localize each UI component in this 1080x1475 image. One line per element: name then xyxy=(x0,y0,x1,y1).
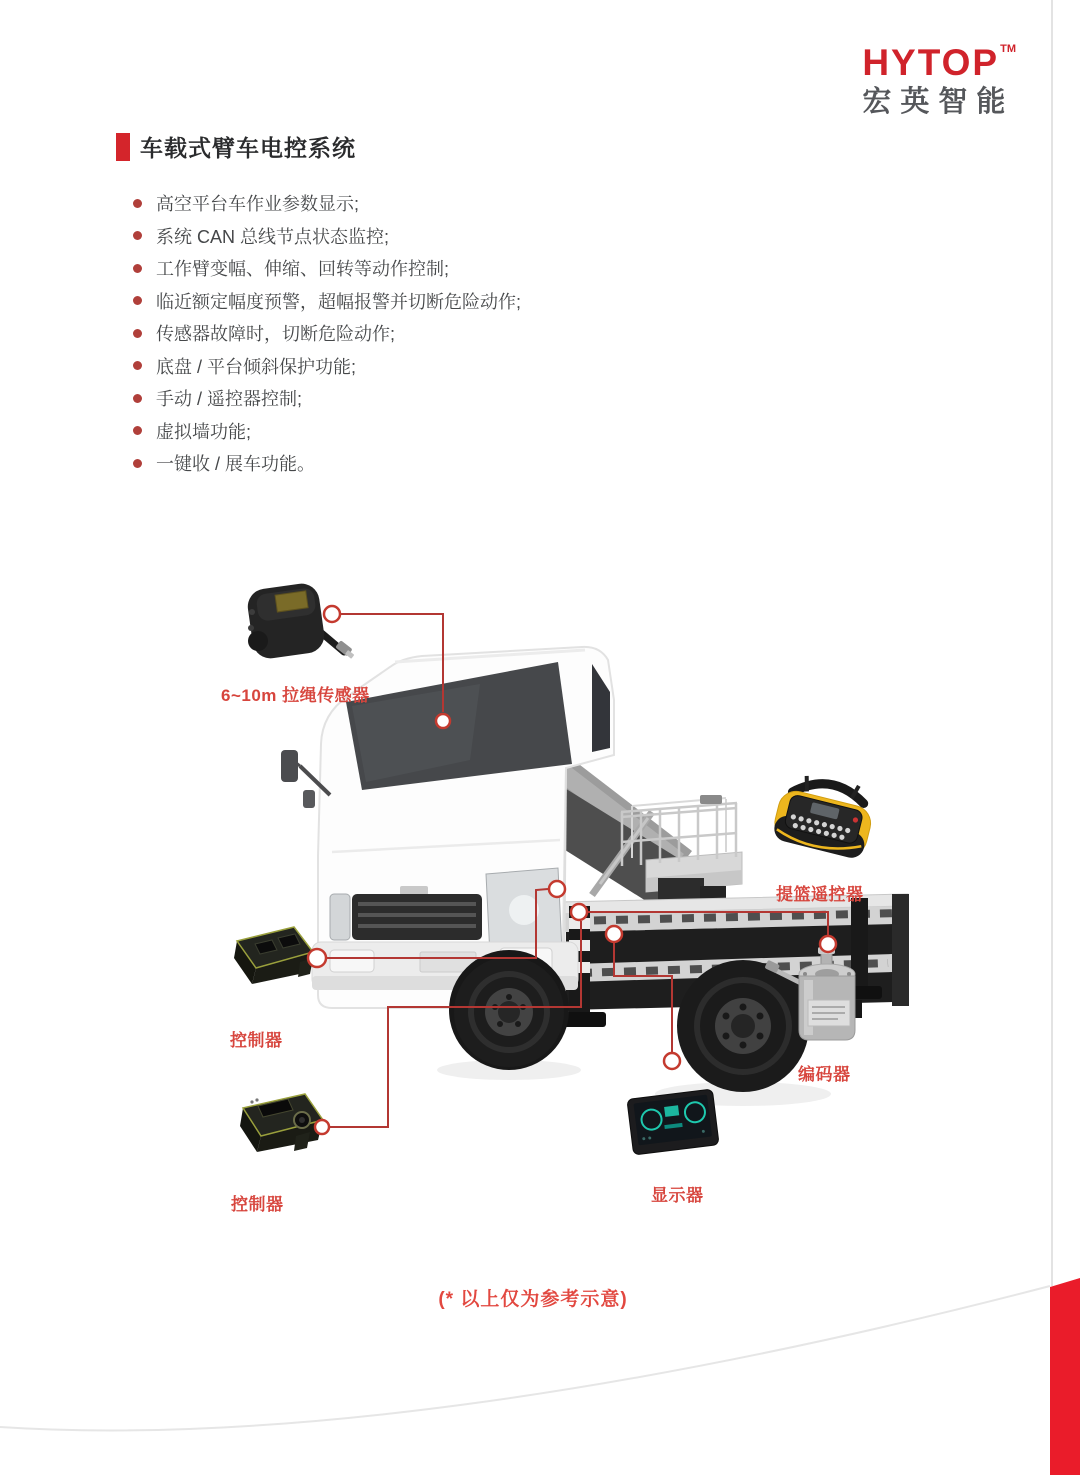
bullet-dot xyxy=(133,394,142,403)
label-basket-remote: 提篮遥控器 xyxy=(776,885,864,904)
bullet-dot xyxy=(133,459,142,468)
feature-item xyxy=(133,382,521,415)
page-title-row xyxy=(116,130,356,163)
feature-item xyxy=(133,187,521,220)
feature-text: 高空平台车作业参数显示; xyxy=(156,194,359,215)
label-encoder: 编码器 xyxy=(798,1065,851,1084)
bullet-dot xyxy=(133,296,142,305)
label-controller-bottom: 控制器 xyxy=(231,1195,284,1214)
bullet-dot xyxy=(133,199,142,208)
label-rope-sensor: 6~10m 拉绳传感器 xyxy=(221,686,370,705)
bullet-dot xyxy=(133,329,142,338)
feature-item xyxy=(133,415,521,448)
label-display: 显示器 xyxy=(651,1186,704,1205)
logo-wordmark xyxy=(862,44,1016,81)
features-list xyxy=(133,187,521,480)
feature-text: 虚拟墙功能; xyxy=(156,421,252,442)
title-accent-bar xyxy=(116,133,130,161)
page-title: 车载式臂车电控系统 xyxy=(140,135,356,161)
feature-item xyxy=(133,447,521,480)
brand-logo xyxy=(862,44,1016,117)
feature-item xyxy=(133,285,521,318)
feature-item xyxy=(133,350,521,383)
feature-item xyxy=(133,252,521,285)
feature-text: 系统 CAN 总线节点状态监控; xyxy=(156,226,390,247)
bullet-dot xyxy=(133,264,142,273)
feature-text: 底盘 / 平台倾斜保护功能; xyxy=(156,356,357,377)
feature-text: 临近额定幅度预警，超幅报警并切断危险动作; xyxy=(156,291,521,312)
logo-brand-text: HYTOP xyxy=(862,42,1000,83)
feature-text: 手动 / 遥控器控制; xyxy=(156,389,303,410)
feature-text: 工作臂变幅、伸缩、回转等动作控制; xyxy=(156,259,449,280)
logo-trademark: TM xyxy=(1000,43,1016,55)
bullet-dot xyxy=(133,361,142,370)
bullet-dot xyxy=(133,426,142,435)
feature-item xyxy=(133,317,521,350)
feature-text: 传感器故障时，切断危险动作; xyxy=(156,324,395,345)
label-controller-top: 控制器 xyxy=(230,1031,283,1050)
bullet-dot xyxy=(133,231,142,240)
feature-text: 一键收 / 展车功能。 xyxy=(156,454,316,475)
footnote: (* 以上仅为参考示意) xyxy=(438,1289,628,1310)
feature-item xyxy=(133,220,521,253)
logo-subtitle: 宏英智能 xyxy=(862,86,1015,118)
